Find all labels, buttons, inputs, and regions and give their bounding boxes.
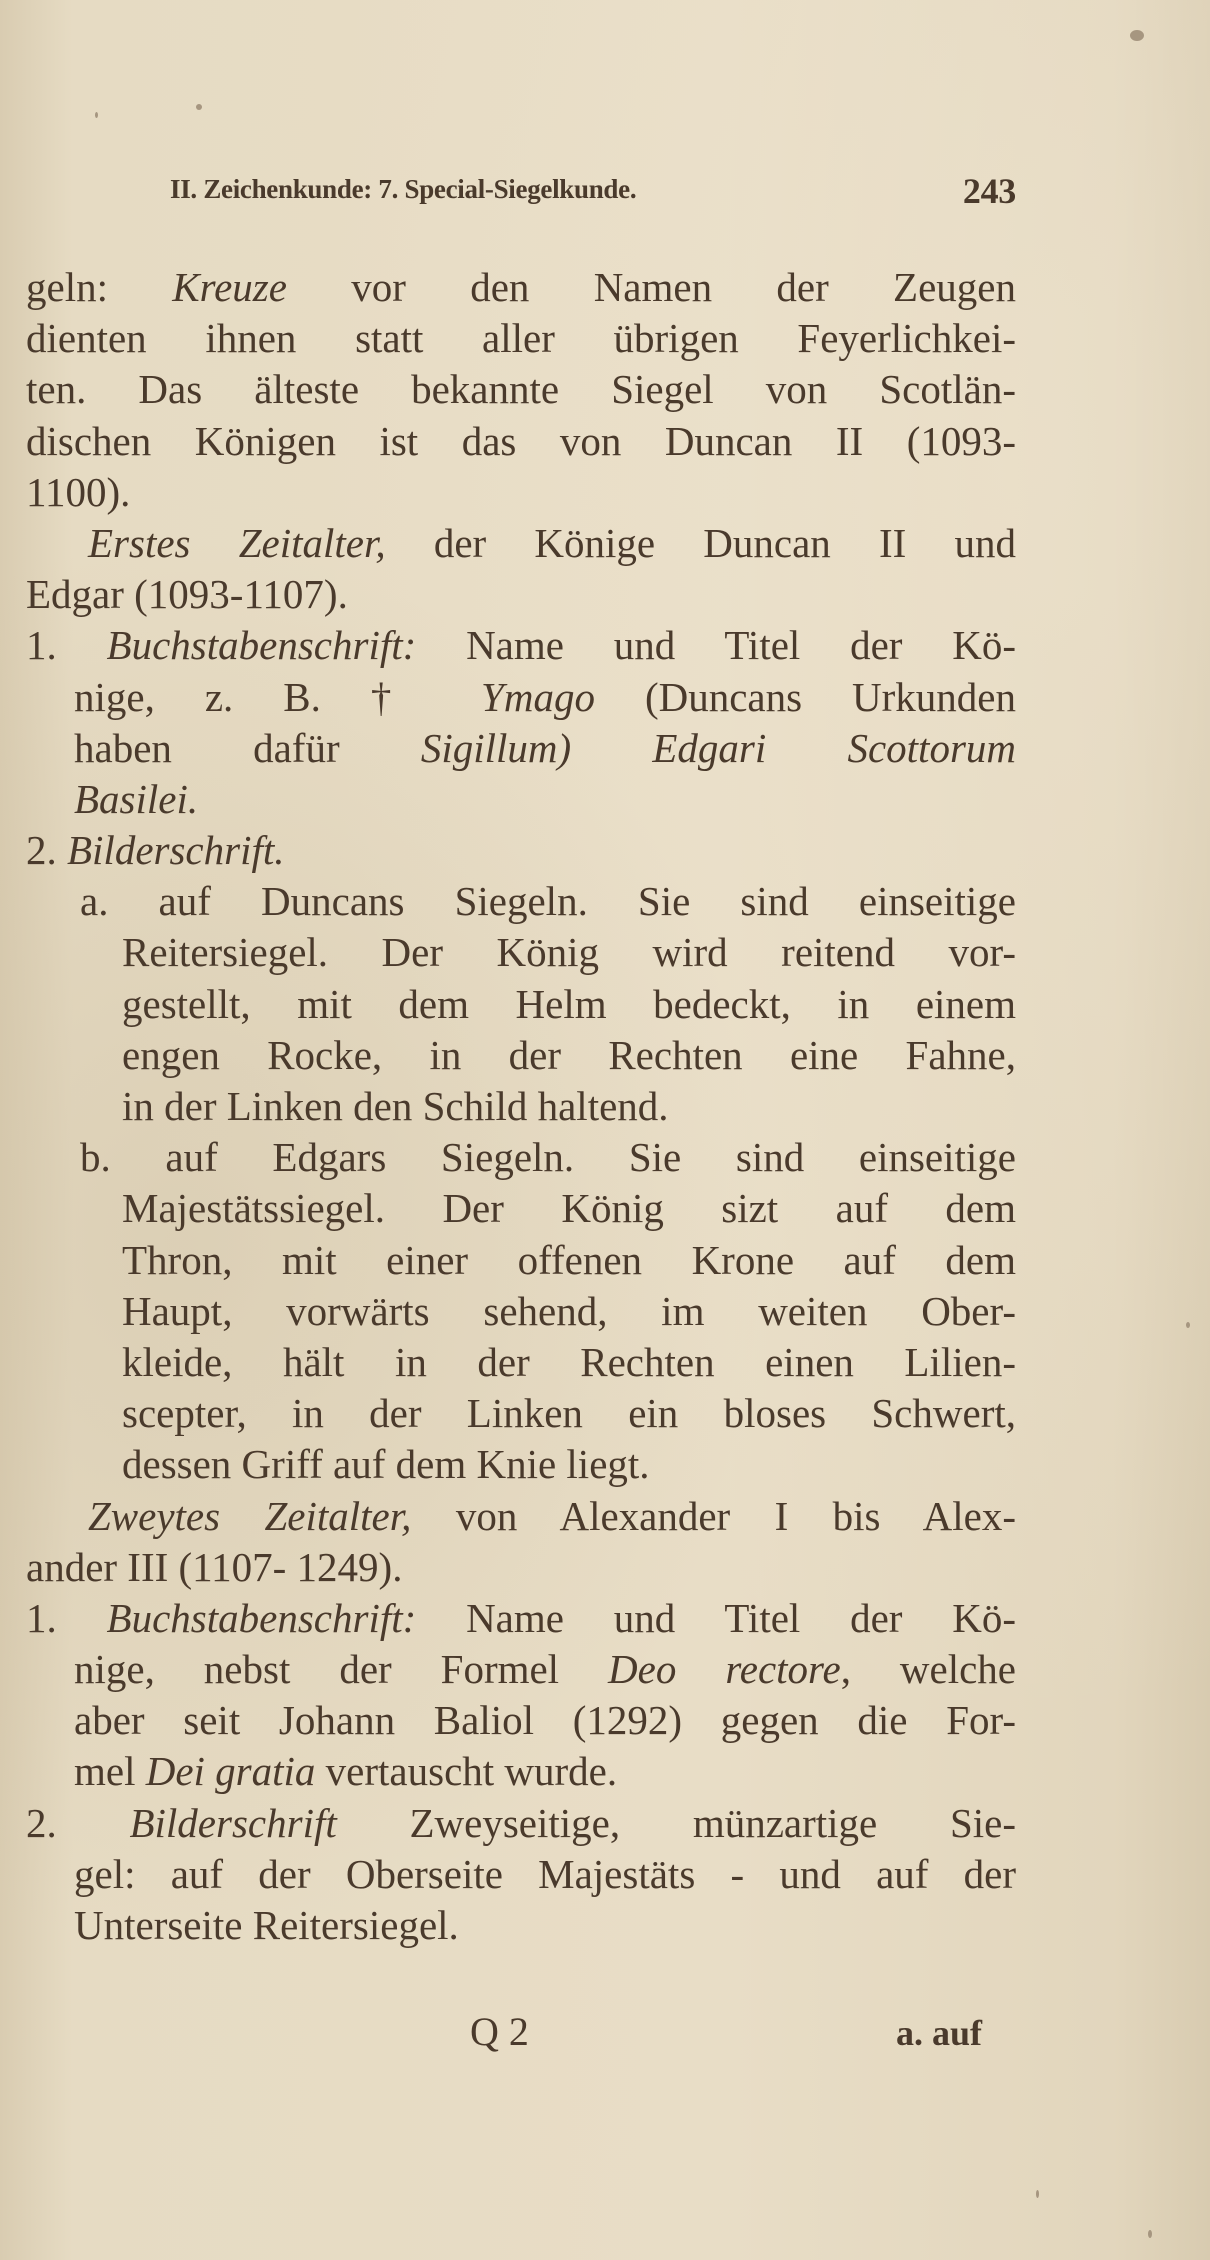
text-span: haben dafür	[74, 724, 421, 771]
text-line	[26, 1849, 1016, 1900]
text-line	[26, 569, 1016, 620]
running-head	[170, 168, 1020, 218]
text-line	[26, 1542, 1016, 1593]
text-span: Haupt, vorwärts sehend, im weiten Ober-	[122, 1287, 1016, 1334]
italic-text: Bilderschrift	[129, 1799, 337, 1846]
text-line	[26, 774, 1016, 825]
italic-text: Bilderschrift.	[67, 827, 285, 874]
text-line	[26, 364, 1016, 415]
paper-speck	[196, 104, 202, 110]
text-span: Thron, mit einer offenen Krone auf dem	[122, 1236, 1016, 1283]
text-line	[26, 1695, 1016, 1746]
text-line	[26, 1337, 1016, 1388]
page-footer	[0, 2008, 1210, 2068]
text-line	[26, 1900, 1016, 1951]
text-span: Name und Titel der Kö-	[416, 1594, 1016, 1641]
text-span: von Alexander I bis Alex-	[411, 1492, 1016, 1539]
list-item-line	[26, 1593, 1016, 1644]
italic-text: Dei gratia	[145, 1748, 316, 1795]
italic-text: Kreuze	[172, 264, 287, 310]
text-line	[26, 927, 1016, 978]
text-line	[26, 1183, 1016, 1234]
paper-speck	[95, 112, 98, 118]
text-span: kleide, hält in der Rechten einen Lilien-	[122, 1338, 1016, 1385]
text-line	[26, 1081, 1016, 1132]
text-span: dessen Griff auf dem Knie liegt.	[122, 1441, 650, 1488]
text-span: aber seit Johann Baliol (1292) gegen die For-	[74, 1697, 1016, 1744]
text-span: nige, z. B. †	[74, 673, 482, 720]
text-span: , welche	[840, 1646, 1016, 1693]
text-span: 1100).	[26, 468, 131, 515]
text-span: vor den Namen der Zeugen	[286, 264, 1016, 310]
text-line	[26, 1030, 1016, 1081]
text-span: gestellt, mit dem Helm bedeckt, in einem	[122, 980, 1016, 1027]
text-span: Zweyseitige, münzartige Sie-	[336, 1799, 1016, 1846]
text-line	[26, 723, 1016, 774]
text-span: engen Rocke, in der Rechten eine Fahne,	[122, 1031, 1016, 1078]
italic-text: Deo rectore	[608, 1646, 841, 1693]
text-line	[26, 1439, 1016, 1490]
list-item-line	[26, 620, 1016, 671]
text-span: gel: auf der Oberseite Majestäts - und auf der	[74, 1850, 1016, 1897]
paper-speck	[1148, 2230, 1152, 2238]
text-span: 1.	[26, 1594, 107, 1641]
section-heading-line	[26, 518, 1016, 569]
text-span: 1.	[26, 622, 107, 669]
text-span: geln:	[26, 264, 173, 310]
text-span: der Könige Duncan II und	[385, 519, 1016, 566]
text-line	[26, 979, 1016, 1030]
body-text	[26, 262, 1016, 1951]
text-span: Edgar (1093-1107).	[26, 571, 348, 618]
text-span: scepter, in der Linken ein bloses Schwert,	[122, 1390, 1016, 1437]
text-line	[26, 1644, 1016, 1695]
list-item-line	[26, 1798, 1016, 1849]
italic-text: Erstes Zeitalter,	[88, 519, 386, 566]
italic-text: Buchstabenschrift:	[106, 622, 417, 669]
paper-speck	[1186, 1322, 1190, 1328]
italic-text: Sigillum) Edgari Scottorum	[420, 724, 1016, 771]
list-item-line	[26, 825, 1016, 876]
text-span: Reitersiegel. Der König wird reitend vor-	[122, 929, 1016, 976]
text-line	[26, 1388, 1016, 1439]
paper-speck	[1036, 2190, 1039, 2198]
sublist-item-line	[26, 876, 1016, 927]
text-span: b. auf Edgars Siegeln. Sie sind einseitige	[80, 1134, 1016, 1181]
text-span: Unterseite Reitersiegel.	[74, 1902, 459, 1948]
text-line	[26, 262, 1016, 313]
text-line	[26, 467, 1016, 518]
text-span: Name und Titel der Kö-	[416, 622, 1016, 669]
page-number: 243	[962, 171, 1016, 211]
italic-text: Basilei.	[74, 775, 199, 822]
running-head-title: II. Zeichenkunde: 7. Special-Siegelkunde.	[170, 174, 637, 204]
text-line	[26, 1286, 1016, 1337]
text-span: nige, nebst der Formel	[74, 1646, 609, 1693]
section-heading-line	[26, 1491, 1016, 1542]
text-span: 2.	[26, 1799, 130, 1846]
catchword: a. auf	[896, 2013, 983, 2053]
text-line	[26, 1235, 1016, 1286]
italic-text: Buchstabenschrift:	[106, 1594, 417, 1641]
text-span: 2.	[26, 827, 67, 874]
text-span: ander III (1107- 1249).	[26, 1543, 403, 1590]
text-span: mel	[74, 1748, 146, 1795]
text-span: dienten ihnen statt aller übrigen Feyerlichkei-	[26, 315, 1016, 362]
text-span: Majestätssiegel. Der König sizt auf dem	[122, 1185, 1016, 1232]
paper-speck	[1130, 30, 1144, 41]
italic-text: Zweytes Zeitalter,	[88, 1492, 412, 1539]
text-line	[26, 313, 1016, 364]
signature-mark: Q 2	[470, 2009, 529, 2054]
text-span: dischen Königen ist das von Duncan II (1093-	[26, 417, 1016, 464]
italic-text: Ymago	[481, 673, 595, 720]
text-line	[26, 1746, 1016, 1797]
text-line	[26, 672, 1016, 723]
text-span: vertauscht wurde.	[315, 1748, 618, 1795]
text-span: (Duncans Urkunden	[594, 673, 1016, 720]
text-line	[26, 416, 1016, 467]
text-span: ten. Das älteste bekannte Siegel von Scotlän-	[26, 366, 1016, 413]
text-span: a. auf Duncans Siegeln. Sie sind einseitige	[80, 878, 1016, 925]
text-span: in der Linken den Schild haltend.	[122, 1083, 669, 1129]
sublist-item-line	[26, 1132, 1016, 1183]
